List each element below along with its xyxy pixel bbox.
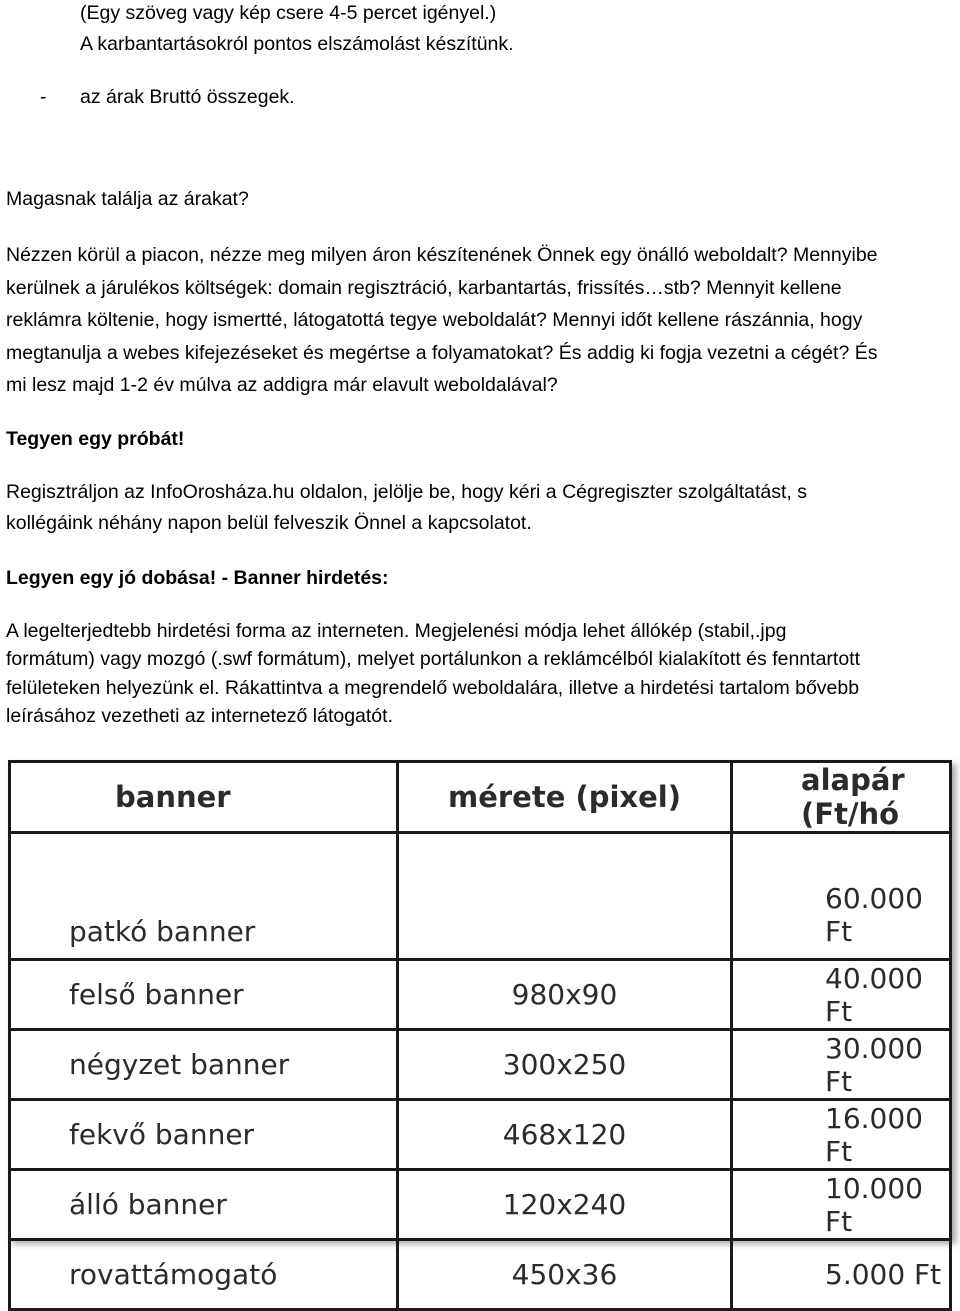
list-item: az árak Bruttó összegek. — [80, 86, 295, 108]
table-row — [10, 1170, 951, 1240]
cell-banner-name: fekvő banner — [10, 1100, 398, 1170]
cell-banner-name: rovattámogató — [10, 1240, 398, 1310]
paragraph-line: kerülnek a járulékos költségek: domain regisztráció, karbantartás, frissítés…stb? Mennyit kellene — [6, 277, 842, 299]
price-table-image — [8, 760, 952, 1291]
paragraph-line: megtanulja a webes kifejezéseket és megértse a folyamatokat? És addig ki fogja vezetni a cégét? És — [6, 342, 878, 364]
price-table — [8, 760, 952, 1311]
paragraph-line: A legelterjedtebb hirdetési forma az interneten. Megjelenési módja lehet állókép (stabil,.jpg — [6, 620, 787, 642]
table-header-row — [10, 762, 951, 833]
table-row — [10, 833, 951, 960]
header-size: mérete (pixel) — [398, 762, 732, 833]
cell-banner-price: 40.000 Ft — [732, 960, 951, 1030]
paragraph-line: mi lesz majd 1-2 év múlva az addigra már elavult weboldalával? — [6, 374, 558, 396]
header-price: alapár (Ft/hó — [732, 762, 951, 833]
cell-banner-name: álló banner — [10, 1170, 398, 1240]
cell-banner-size: 120x240 — [398, 1170, 732, 1240]
paragraph-line: formátum) vagy mozgó (.swf formátum), melyet portálunkon a reklámcélból kialakított és fenntartott — [6, 648, 861, 670]
cell-banner-name: négyzet banner — [10, 1030, 398, 1100]
paragraph-line: Nézzen körül a piacon, nézze meg milyen áron készítenének Önnek egy önálló weboldalt? Mennyibe — [6, 244, 878, 266]
cell-banner-size: 300x250 — [398, 1030, 732, 1100]
paragraph-line: Regisztráljon az InfoOrosháza.hu oldalon, jelölje be, hogy kéri a Cégregiszter szolgáltatást, s — [6, 481, 808, 503]
header-banner: banner — [10, 762, 398, 833]
cell-banner-size: 450x36 — [398, 1240, 732, 1310]
cell-banner-size: 468x120 — [398, 1100, 732, 1170]
heading-try: Tegyen egy próbát! — [6, 428, 185, 450]
cell-banner-price: 30.000 Ft — [732, 1030, 951, 1100]
paragraph-line: reklámra költenie, hogy ismertté, látogatottá tegye weboldalát? Mennyi időt kellene rászánnia, hogy — [6, 309, 863, 331]
cell-banner-name: felső banner — [10, 960, 398, 1030]
cell-banner-price: 16.000 Ft — [732, 1100, 951, 1170]
cell-banner-price: 60.000 Ft — [732, 833, 951, 960]
heading-prices: Magasnak találja az árakat? — [6, 188, 249, 210]
cell-banner-name: patkó banner — [10, 833, 398, 960]
table-row — [10, 1030, 951, 1100]
note-text: (Egy szöveg vagy kép csere 4-5 percet igényel.) — [80, 2, 497, 24]
table-row — [10, 960, 951, 1030]
note-text: A karbantartásokról pontos elszámolást készítünk. — [80, 33, 514, 55]
paragraph-line: leírásához vezetheti az internetező látogatót. — [6, 705, 393, 727]
list-dash: - — [40, 86, 47, 108]
table-row — [10, 1100, 951, 1170]
cell-banner-size: 980x90 — [398, 960, 732, 1030]
cell-banner-size — [398, 833, 732, 960]
paragraph-line: felületeken helyezünk el. Rákattintva a megrendelő weboldalára, illetve a hirdetési tartalom bővebb — [6, 677, 860, 699]
cell-banner-price: 10.000 Ft — [732, 1170, 951, 1240]
heading-banner: Legyen egy jó dobása! - Banner hirdetés: — [6, 567, 389, 589]
cell-banner-price: 5.000 Ft — [732, 1240, 951, 1310]
table-row — [10, 1240, 951, 1310]
paragraph-line: kollégáink néhány napon belül felveszik Önnel a kapcsolatot. — [6, 512, 532, 534]
